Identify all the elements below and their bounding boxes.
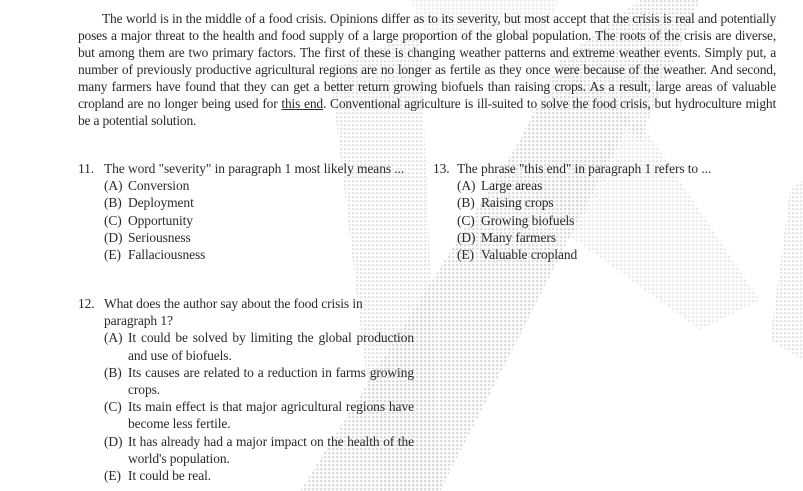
option-text: Raising crops <box>481 195 554 211</box>
option-a[interactable] <box>457 177 783 194</box>
option-e[interactable] <box>104 246 418 263</box>
option-text: Its main effect is that major agricultural regions have become less fertile. <box>128 399 414 432</box>
option-letter: (B) <box>104 364 122 380</box>
option-letter: (A) <box>104 330 123 346</box>
option-text: Opportunity <box>128 212 193 228</box>
option-text: Fallaciousness <box>128 247 206 263</box>
question-stem: The word "severity" in paragraph 1 most likely means ... <box>104 161 405 176</box>
option-text: It has already had a major impact on the health of the world's population. <box>128 433 414 466</box>
option-d[interactable] <box>457 229 783 246</box>
option-letter: (D) <box>104 433 123 449</box>
option-letter: (E) <box>104 247 121 263</box>
option-letter: (A) <box>104 178 123 194</box>
option-text: Its causes are related to a reduction in farms growing crops. <box>128 364 414 398</box>
option-e[interactable] <box>457 246 783 263</box>
option-text: Valuable cropland <box>481 247 578 263</box>
option-letter: (E) <box>104 468 121 484</box>
option-text: It could be solved by limiting the global production and use of biofuels. <box>128 330 414 363</box>
question-number: 11. <box>78 161 95 176</box>
option-text: Deployment <box>128 195 194 211</box>
option-c[interactable] <box>104 212 418 229</box>
passage-text: The world is in the middle of a food crisis. Opinions differ as to its severity, but most accept that the crisis is real and potentially poses a major threat to the health and food supply of a large proportion of the global population. The roots of the crisis are diverse, but among them are two primary factors. The first of these is changing weather patterns and extreme weather events. Simply put, a number of previously productive agricultural regions are no longer as fertile as they once were because of the weather. And second, many farmers have found that they can get a better return growing biofuels than raising crops. As a result, large areas of valuable cropland are no longer being used for <box>78 11 776 111</box>
option-letter: (B) <box>457 195 475 211</box>
option-text: Seriousness <box>128 229 191 245</box>
option-text: Growing biofuels <box>481 212 575 228</box>
option-letter: (C) <box>457 212 475 228</box>
option-letter: (B) <box>104 195 122 211</box>
option-text: It could be real. <box>128 468 212 484</box>
option-letter: (E) <box>457 247 474 263</box>
option-b[interactable] <box>104 364 414 398</box>
option-b[interactable] <box>104 194 418 211</box>
option-text: Many farmers <box>481 229 556 245</box>
question-number: 12. <box>78 296 95 311</box>
option-a[interactable] <box>104 177 418 194</box>
option-c[interactable] <box>457 212 783 229</box>
option-d[interactable] <box>104 229 418 246</box>
question-11 <box>78 160 418 263</box>
option-text: Large areas <box>481 178 543 194</box>
option-b[interactable] <box>457 194 783 211</box>
option-letter: (D) <box>457 229 476 245</box>
question-13 <box>433 160 783 263</box>
option-letter: (A) <box>457 178 476 194</box>
option-letter: (D) <box>104 229 123 245</box>
option-text: Conversion <box>128 178 190 194</box>
underlined-phrase: this end <box>281 96 323 111</box>
question-12 <box>78 295 414 484</box>
reading-passage <box>78 10 776 129</box>
question-number: 13. <box>433 161 450 176</box>
option-e[interactable] <box>104 467 414 484</box>
option-d[interactable] <box>104 433 414 467</box>
question-stem: The phrase "this end" in paragraph 1 refers to ... <box>457 161 712 176</box>
question-stem: What does the author say about the food crisis in paragraph 1? <box>104 296 363 329</box>
option-a[interactable] <box>104 329 414 363</box>
option-c[interactable] <box>104 398 414 432</box>
passage-text-end: . Conventional agriculture is ill-suited to solve the food crisis, but hydroculture might be a potential solution. <box>78 96 777 128</box>
option-letter: (C) <box>104 399 122 415</box>
option-letter: (C) <box>104 212 122 228</box>
